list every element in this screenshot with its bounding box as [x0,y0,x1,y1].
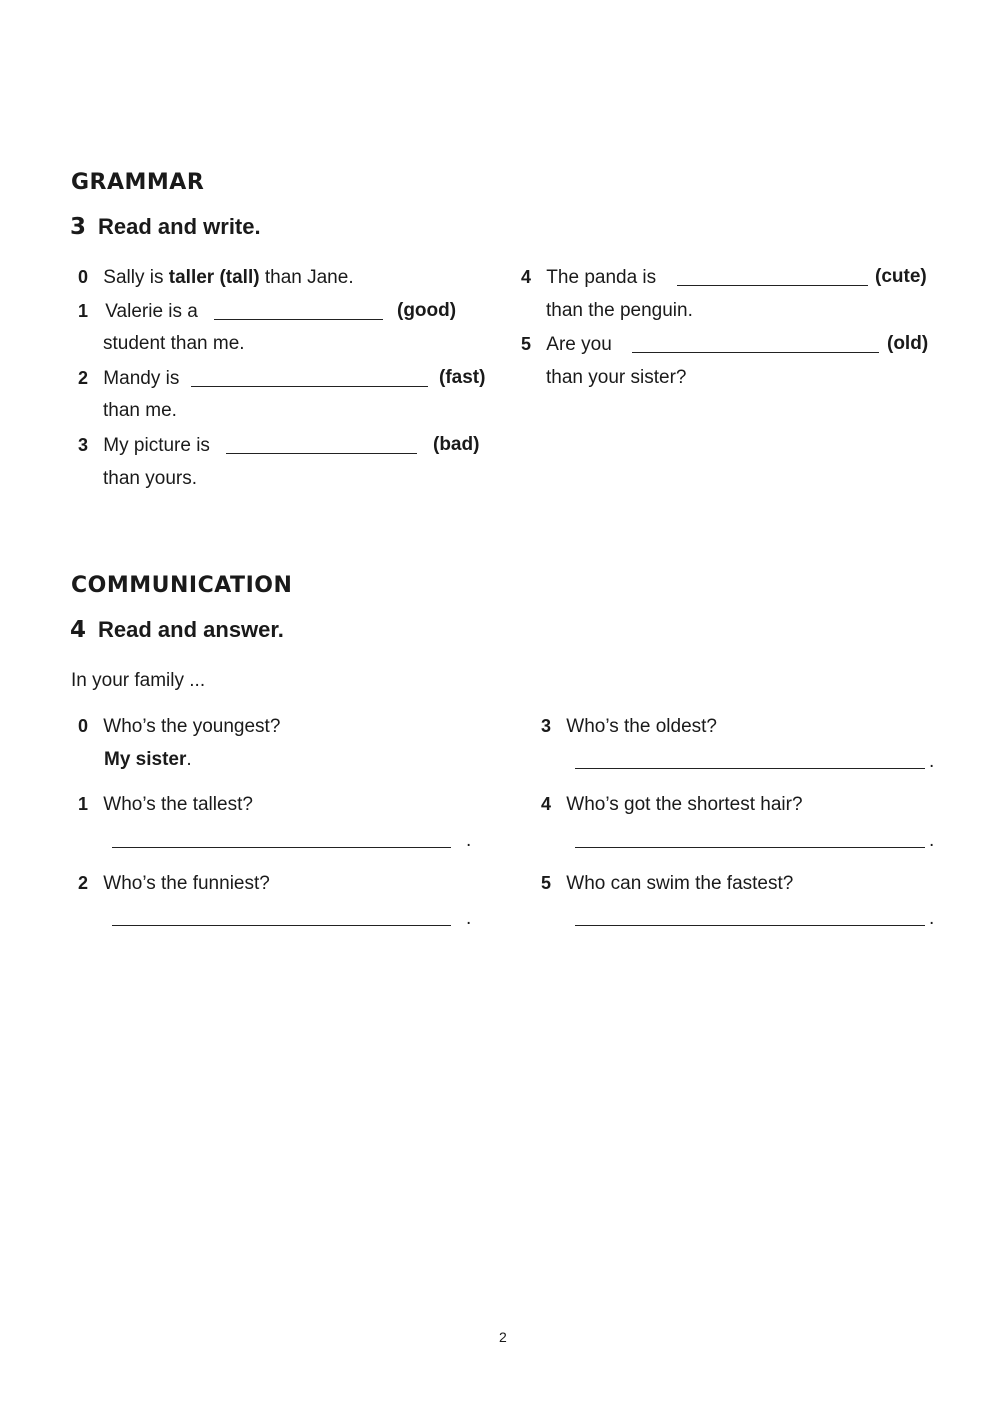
item-number: 2 [78,873,89,893]
grammar-item-3 [78,434,210,457]
exercise-number: 4 [70,617,87,643]
item-number: 5 [521,334,532,354]
grammar-item-5 [521,333,612,356]
exercise-title-4 [70,617,284,643]
answer-blank-4[interactable] [677,285,868,286]
full-stop: . [466,830,472,851]
item-text: Valerie is a [105,301,198,322]
full-stop: . [929,830,935,851]
answer-line-4[interactable] [575,847,925,848]
question-text: Who can swim the fastest? [566,873,794,894]
item-number: 0 [78,716,89,736]
answer-line-1[interactable] [112,847,451,848]
hint-word: (cute) [875,266,927,287]
example-answer: taller (tall) [168,267,260,288]
item-number: 1 [78,794,89,814]
comm-item-5 [541,872,793,895]
hint-word: (bad) [433,434,480,455]
full-stop: . [929,751,935,772]
question-text: Who’s got the shortest hair? [566,794,803,815]
question-text: Who’s the funniest? [103,873,270,894]
grammar-item-2 [78,367,179,390]
hint-word: (old) [887,333,929,354]
comm-item-0 [78,715,280,738]
item-text: than Jane. [264,267,354,288]
grammar-item-1 [78,300,198,323]
grammar-item-4 [521,266,656,289]
item-continuation: than your sister? [546,367,687,388]
full-stop: . [186,749,192,770]
item-continuation: student than me. [103,333,245,354]
item-number: 1 [78,301,89,321]
item-text: Mandy is [103,368,180,389]
answer-text: My sister [104,749,187,770]
section-title-communication: COMMUNICATION [71,573,293,598]
item-number: 2 [78,368,89,388]
question-text: Who’s the tallest? [103,794,253,815]
comm-item-3 [541,715,717,738]
comm-item-4 [541,793,803,816]
item-number: 3 [541,716,552,736]
item-number: 4 [521,267,532,287]
exercise-number: 3 [70,214,87,240]
page-number: 2 [499,1329,507,1345]
exercise-instruction: Read and answer. [98,617,284,642]
item-text: Are you [546,334,612,355]
section-title-grammar: GRAMMAR [71,170,205,195]
answer-blank-3[interactable] [226,453,417,454]
answer-line-3[interactable] [575,768,925,769]
hint-word: (fast) [439,367,486,388]
item-number: 0 [78,267,89,287]
item-continuation: than me. [103,400,177,421]
intro-text: In your family ... [71,670,206,691]
item-number: 5 [541,873,552,893]
grammar-item-0 [78,266,354,289]
answer-blank-5[interactable] [632,352,879,353]
example-answer [104,749,192,771]
hint-word: (good) [397,300,457,321]
question-text: Who’s the oldest? [566,716,717,737]
comm-item-1 [78,793,253,816]
full-stop: . [466,908,472,929]
full-stop: . [929,908,935,929]
exercise-instruction: Read and write. [98,214,261,239]
answer-line-2[interactable] [112,925,451,926]
exercise-title-3 [70,214,261,240]
item-number: 4 [541,794,552,814]
answer-line-5[interactable] [575,925,925,926]
item-continuation: than yours. [103,468,197,489]
comm-item-2 [78,872,270,895]
item-text: My picture is [103,435,210,456]
item-text: The panda is [546,267,657,288]
item-continuation: than the penguin. [546,300,693,321]
item-text: Sally is [103,267,164,288]
answer-blank-2[interactable] [191,386,428,387]
question-text: Who’s the youngest? [103,716,281,737]
item-number: 3 [78,435,89,455]
answer-blank-1[interactable] [214,319,383,320]
